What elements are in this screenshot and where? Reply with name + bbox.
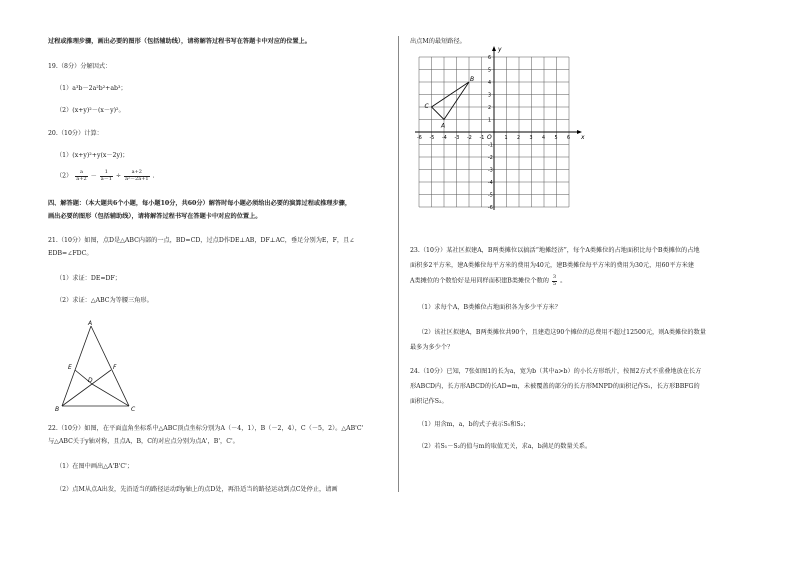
vertex-label-a: A <box>88 320 93 327</box>
q22-part2: （2）点M从点A出发，先沿适当的路径运动到y轴上的点D处，再沿适当的路径运动到点C处停止，请画 <box>56 486 338 493</box>
fraction-denominator: a－1 <box>100 175 112 182</box>
y-tick-label: -2 <box>488 156 493 161</box>
x-tick-label: -6 <box>417 136 422 141</box>
q24-line1: 24.（10分）已知，7张如图1的长为a，宽为b（其中a>b）的小长方形纸片，按图2方式不重叠地放在长方 <box>410 368 702 375</box>
q21-part1: （1）求证：DE=DF； <box>56 275 121 282</box>
q24-line3: 面积记作S₂。 <box>410 398 448 405</box>
x-tick-label: 5 <box>554 136 558 141</box>
q23-line2: 面积多2平方米，建A类摊位每平方米的费用为40元，建B类摊位每平方米的费用为30元，用60平方米建 <box>410 262 695 269</box>
y-tick-label: -4 <box>488 181 493 186</box>
q23-line1: 23.（10分）某社区拟建A，B两类摊位以搞活“地摊经济”，每个A类摊位的占地面积比每个B类摊位的占地 <box>410 247 700 254</box>
q24-part2: （2）若S₁－S₂的值与m的取值无关，求a，b满足的数量关系。 <box>418 443 592 450</box>
x-tick-label: 1 <box>504 136 508 141</box>
operator-divide: ÷ <box>115 172 122 180</box>
q22-line2: 与△ABC关于y轴对称，且点A，B，C的对应点分别为点A'，B'，C'。 <box>48 438 239 445</box>
x-tick-label: -1 <box>479 136 485 141</box>
x-tick-label: 4 <box>542 136 546 141</box>
q19-part2: （2）(x+y)²－(x－y)²。 <box>56 107 125 114</box>
point-label-f: F <box>113 364 117 371</box>
segment-df <box>92 370 111 384</box>
q24-part1: （1）用含m，a，b的式子表示S₁和S₂； <box>418 421 530 428</box>
q20-title: 20.（10分）计算： <box>48 130 103 137</box>
y-tick-label: 5 <box>488 68 492 74</box>
segment-ac <box>91 326 129 406</box>
q21-line2: EDB=∠FDC。 <box>48 250 93 257</box>
y-tick-label: 6 <box>488 56 492 61</box>
q23-part2-line2: 最多为多少个？ <box>410 344 454 351</box>
q22-part1: （1）在图中画出△A'B'C'； <box>56 463 134 470</box>
q24-line2: 形ABCD内，长方形ABCD的长AD=m，未被覆盖的部分的长方形MNPD的面积记作S₁，长方形BBFG的 <box>410 383 700 390</box>
operator-minus: － <box>90 172 97 180</box>
y-axis-arrow <box>492 46 496 51</box>
y-axis-label: y <box>498 46 502 53</box>
segment-bd <box>62 384 92 406</box>
y-tick-label: 1 <box>488 118 492 124</box>
q21-line1: 21.（10分）如图，点D是△ABC内部的一点，BD=CD，过点D作DE⊥AB，DF⊥AC，垂足分别为E，F，且∠ <box>48 237 355 244</box>
y-tick-label: -5 <box>488 193 493 199</box>
q23-line3 <box>410 275 566 287</box>
q21-part2: （2）求证：△ABC为等腰三角形。 <box>56 297 153 304</box>
q23-fraction <box>552 275 557 287</box>
x-tick-label: -2 <box>467 136 472 141</box>
q20-part2 <box>48 170 155 182</box>
q23-line3-end: 。 <box>560 277 567 285</box>
fraction-numerator: 1 <box>100 170 113 177</box>
segment-ab <box>62 326 91 406</box>
x-tick-label: 3 <box>529 136 533 141</box>
x-tick-label: -4 <box>442 136 447 141</box>
triangle-label-c: C <box>424 103 429 110</box>
column-divider <box>398 36 399 492</box>
y-tick-label: -6 <box>488 206 493 211</box>
fraction-denominator: a+2 <box>76 175 87 182</box>
q19-title: 19.（8分）分解因式： <box>48 63 112 70</box>
triangle-label-a: A <box>441 122 446 130</box>
y-tick-label: -1 <box>488 143 493 149</box>
q23-part1: （1）求每个A，B类摊位占地面积各为多少平方米？ <box>418 304 561 311</box>
coordinate-grid <box>414 46 600 232</box>
x-tick-label: 6 <box>567 136 571 141</box>
x-tick-label: 2 <box>517 136 521 141</box>
triangle-label-b: B <box>470 76 475 83</box>
expression-end: . <box>152 172 155 180</box>
point-label-e: E <box>68 364 72 371</box>
fraction-denominator: a²－2a+1 <box>125 175 149 182</box>
q22-continuation: 出点M的最短路径。 <box>410 38 466 45</box>
fraction-denominator: 5 <box>552 280 557 287</box>
q20-fraction-3 <box>124 170 150 182</box>
y-tick-label: 3 <box>488 93 492 99</box>
q23-line3-text: A类摊位的个数恰好是用同样面积建B类摊位个数的 <box>410 277 549 285</box>
vertex-label-c: C <box>131 406 136 413</box>
origin-label: O <box>487 134 492 141</box>
x-tick-label: -3 <box>454 136 460 141</box>
y-tick-label: -3 <box>488 168 493 174</box>
vertex-label-b: B <box>55 406 60 413</box>
triangle-abc <box>432 82 470 120</box>
fraction-numerator: a+2 <box>124 170 150 177</box>
section4-line1: 四、解答题：（本大题共6个小题，每小题10分，共60分）解答时每小题必须给出必要的演算过程或推理步骤， <box>48 200 352 207</box>
q23-part2-line1: （2）该社区拟建A，B两类摊位共90个，且建造这90个摊位的总费用不超过12500元，则A类摊位的数量 <box>418 329 706 336</box>
section-intro-line: 过程或推理步骤，画出必要的图形（包括辅助线），请将解答过程书写在答题卡中对应的位置上。 <box>48 38 311 45</box>
section4-line2: 画出必要的图形（包括辅助线），请将解答过程书写在答题卡中对应的位置上。 <box>48 213 262 220</box>
fraction-numerator: a <box>75 170 87 177</box>
q20-part1: （1）(x+y)²+y(x－2y)； <box>56 152 129 159</box>
y-tick-label: 2 <box>488 106 492 111</box>
q20-part2-prefix: （2） <box>56 172 73 180</box>
x-tick-label: -5 <box>429 136 435 141</box>
q19-part1: （1）a³b－2a²b²+ab³； <box>56 85 127 92</box>
q22-line1: 22.（10分）如图，在平面直角坐标系中△ABC顶点坐标分别为A（－4，1），B（－2，4），C（－5，2）。△AB'C' <box>48 425 364 432</box>
q20-fraction-2 <box>100 170 113 182</box>
fraction-numerator: 3 <box>552 274 557 280</box>
point-label-d: D <box>88 377 93 384</box>
triangle-figure <box>54 320 144 412</box>
q20-fraction-1 <box>75 170 87 182</box>
y-tick-label: 4 <box>488 81 492 86</box>
x-axis-label: x <box>581 134 585 141</box>
